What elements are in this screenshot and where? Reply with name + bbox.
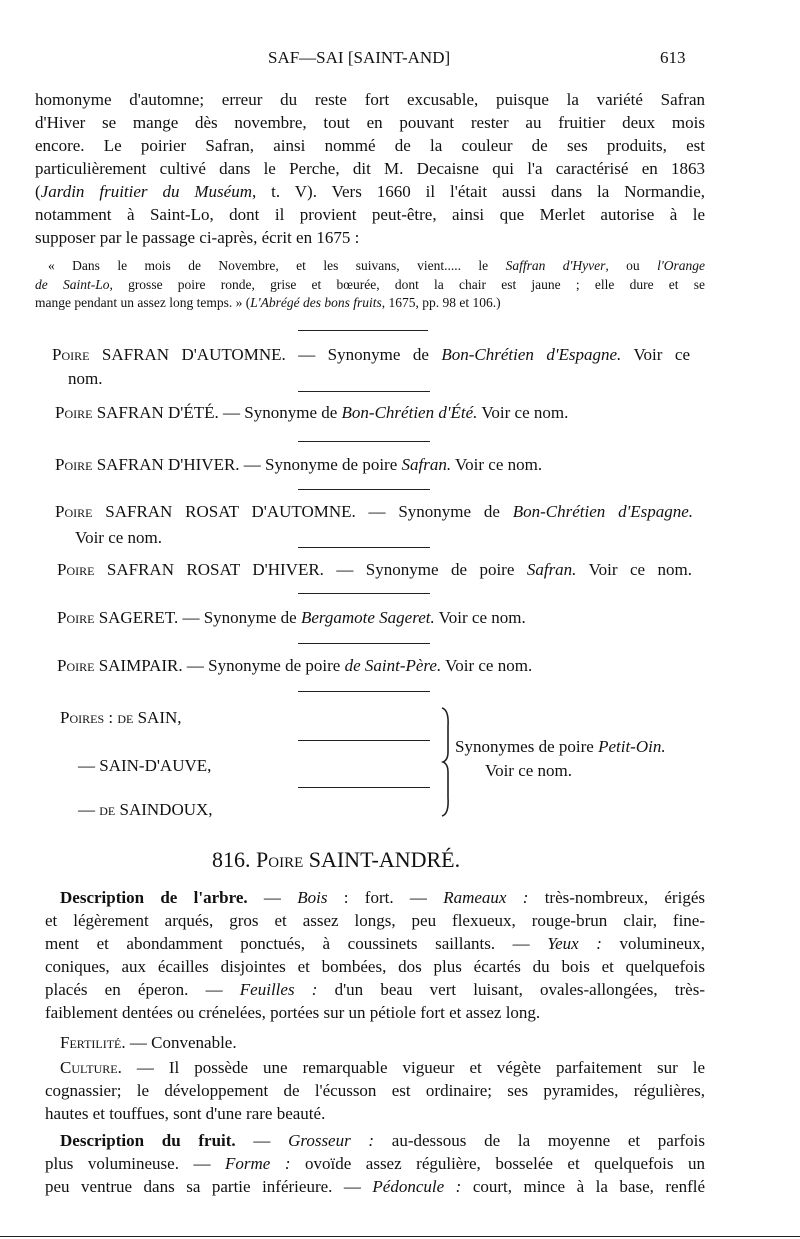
text-segment: SAFRAN ROSAT D'AUTOMNE. — Synonyme de	[92, 502, 513, 521]
italic-text: de Saint-Lo	[35, 277, 110, 292]
text-segment: — SAIN-D'AUVE,	[78, 756, 212, 775]
text-line	[45, 957, 705, 977]
small-caps-text: Poire	[55, 455, 93, 474]
text-segment: Voir ce nom.	[451, 455, 543, 474]
text-segment: ovoïde assez régulière, bosselée et quelquefois un	[290, 1154, 706, 1173]
text-segment: d'un beau vert luisant, ovales-allongées, très-	[317, 980, 705, 999]
italic-text: Feuilles :	[239, 980, 318, 999]
text-segment: Synonymes de poire	[455, 737, 599, 756]
running-title: SAF—SAI [SAINT-AND]	[268, 48, 451, 67]
italic-text: Safran.	[401, 455, 452, 474]
italic-text: Bon-Chrétien d'Été.	[341, 403, 478, 422]
text-segment: coniques, aux écailles disjointes et bombées, dos plus écartés du bois et quelquefois	[45, 957, 705, 976]
bold-heading: Description de l'arbre.	[60, 888, 248, 907]
text-line	[60, 1033, 237, 1053]
text-segment: —	[247, 888, 298, 907]
text-line	[45, 1081, 705, 1101]
text-segment: faiblement dentées ou crénelées, portées sur un pétiole fort et assez long.	[45, 1003, 541, 1022]
text-line	[60, 1131, 705, 1151]
text-line	[60, 1058, 705, 1078]
text-line	[35, 90, 705, 110]
text-segment: mange pendant un assez long temps. » (	[35, 295, 251, 310]
text-segment: —	[235, 1131, 289, 1150]
text-segment: SAINDOUX,	[115, 800, 213, 819]
italic-text: Bois	[297, 888, 328, 907]
text-segment: SAINT-ANDRÉ.	[303, 847, 461, 872]
text-line	[45, 980, 705, 1000]
text-segment: — Il possède une remarquable vigueur et végète parfaitement sur le	[121, 1058, 705, 1077]
separator-rule	[298, 441, 430, 442]
italic-text: Rameaux :	[443, 888, 529, 907]
text-line	[35, 159, 705, 179]
text-line	[45, 1177, 705, 1197]
text-segment: SAFRAN ROSAT D'HIVER. — Synonyme de poire	[94, 560, 527, 579]
italic-text: l'Orange	[657, 258, 706, 273]
italic-text: Bon-Chrétien d'Espagne.	[512, 502, 694, 521]
synonym-entry-line	[68, 369, 102, 389]
small-caps-text: Poire	[52, 345, 90, 364]
text-segment: nom.	[68, 369, 103, 388]
text-segment: supposer par le passage ci-après, écrit en 1675 :	[35, 228, 360, 247]
text-segment: court, mince à la base, renflé	[461, 1177, 706, 1196]
text-segment: volumineux,	[601, 934, 706, 953]
text-segment: particulièrement cultivé dans le Perche, dit M. Decaisne qui l'a caractérisé en 1863	[35, 159, 705, 178]
text-segment: « Dans le mois de Novembre, et les suivans, vient..... le	[48, 258, 506, 273]
text-segment: Voir ce	[621, 345, 690, 364]
text-segment: 816.	[212, 847, 256, 872]
text-segment: encore. Le poirier Safran, ainsi nommé de la couleur de ses produits, est	[35, 136, 705, 155]
separator-rule	[298, 391, 430, 392]
small-caps-text: Poire	[57, 608, 95, 627]
italic-text: Safran.	[526, 560, 577, 579]
separator-rule	[298, 787, 430, 788]
italic-text: Grosseur :	[288, 1131, 375, 1150]
text-segment: SAFRAN D'AUTOMNE. — Synonyme de	[89, 345, 442, 364]
quote-line	[48, 256, 705, 276]
separator-rule	[298, 593, 430, 594]
text-segment: SAIN,	[133, 708, 182, 727]
small-caps-text: de	[99, 800, 116, 819]
small-caps-text: Culture.	[60, 1058, 122, 1077]
text-segment: SAIMPAIR. — Synonyme de poire	[94, 656, 345, 675]
synonym-entry-line	[55, 403, 568, 423]
text-line	[45, 934, 705, 954]
text-segment: Voir ce nom.	[485, 761, 573, 780]
text-line	[60, 888, 705, 908]
text-segment: Voir ce nom.	[441, 656, 533, 675]
text-segment: hautes et touffues, sont d'une rare beauté.	[45, 1104, 326, 1123]
italic-text: Bon-Chrétien d'Espagne.	[441, 345, 622, 364]
text-segment: placés en éperon. —	[45, 980, 240, 999]
text-line	[45, 1003, 540, 1023]
page-bottom-rule	[0, 1236, 800, 1237]
text-segment: notamment à Saint-Lo, dont il provient peut-être, ainsi que Merlet autorise à le	[35, 205, 705, 224]
small-caps-text: Poire	[55, 403, 93, 422]
text-line	[35, 228, 359, 248]
text-segment: homonyme d'automne; erreur du reste fort excusable, puisque la variété Safran	[35, 90, 705, 109]
text-segment: et légèrement arqués, gros et assez longs, peu flexueux, rouge-brun clair, fine-	[45, 911, 705, 930]
page-number: 613	[660, 48, 686, 67]
separator-rule	[298, 330, 428, 331]
text-segment: d'Hiver se mange dès novembre, tout en pouvant rester au fruitier deux mois	[35, 113, 705, 132]
text-segment: SAGERET. — Synonyme de	[94, 608, 301, 627]
synonym-entry-line	[60, 708, 182, 728]
bold-heading: Description du fruit.	[60, 1131, 236, 1150]
synonym-entry-line	[57, 656, 532, 676]
synonym-entry-line	[55, 455, 542, 475]
text-segment: : fort. —	[327, 888, 444, 907]
small-caps-text: Fertilité.	[60, 1033, 126, 1052]
small-caps-text: Poire	[57, 656, 95, 675]
text-segment: cognassier; le développement de l'écusson est ordinaire; ses pyramides, régulières,	[45, 1081, 705, 1100]
small-caps-text: Poire	[256, 847, 304, 872]
italic-text: Bergamote Sageret.	[300, 608, 435, 627]
synonym-entry-line	[57, 560, 692, 580]
text-segment: Voir ce nom.	[576, 560, 692, 579]
separator-rule	[298, 691, 430, 692]
synonym-entry-line	[55, 502, 693, 522]
quote-line	[35, 275, 705, 295]
italic-text: Jardin fruitier du Muséum	[40, 182, 252, 201]
synonym-entry-line	[52, 345, 690, 365]
section-title	[212, 847, 461, 872]
separator-rule	[298, 740, 430, 741]
italic-text: Yeux :	[547, 934, 602, 953]
italic-text: Pédoncule :	[372, 1177, 462, 1196]
text-segment: , grosse poire ronde, grise et bœurée, dont la chair est jaune ; elle dure et se	[109, 277, 705, 292]
text-line	[35, 113, 705, 133]
small-caps-text: Poire	[57, 560, 95, 579]
text-line	[45, 1154, 705, 1174]
text-segment: ment et abondamment ponctués, à coussinets saillants. —	[45, 934, 548, 953]
quote-line	[35, 293, 501, 313]
synonym-entry-line	[455, 737, 666, 757]
italic-text: Forme :	[225, 1154, 291, 1173]
synonym-entry-line	[57, 608, 526, 628]
text-segment: , ou	[605, 258, 658, 273]
italic-text: L'Abrégé des bons fruits	[250, 295, 382, 310]
text-segment: Voir ce nom.	[434, 608, 526, 627]
text-line	[35, 136, 705, 156]
brace-icon	[440, 706, 454, 818]
small-caps-text: Poire	[55, 502, 93, 521]
italic-text: de Saint-Père.	[344, 656, 442, 675]
text-segment: Voir ce nom.	[477, 403, 569, 422]
text-segment: au-dessous de la moyenne et parfois	[374, 1131, 706, 1150]
separator-rule	[298, 547, 430, 548]
text-segment: — Convenable.	[125, 1033, 237, 1052]
synonym-entry-line	[75, 528, 162, 548]
synonym-entry-line	[78, 756, 211, 776]
text-segment: plus volumineuse. —	[45, 1154, 225, 1173]
italic-text: Petit-Oin.	[598, 737, 666, 756]
text-line	[35, 205, 705, 225]
separator-rule	[298, 489, 430, 490]
text-segment: , 1675, pp. 98 et 106.)	[381, 295, 501, 310]
text-line	[35, 182, 705, 202]
synonym-entry-line	[485, 761, 572, 781]
separator-rule	[298, 643, 430, 644]
text-segment: peu ventrue dans sa partie inférieure. —	[45, 1177, 373, 1196]
text-segment: SAFRAN D'HIVER. — Synonyme de poire	[92, 455, 402, 474]
text-line	[45, 1104, 325, 1124]
text-segment: très-nombreux, érigés	[528, 888, 705, 907]
synonym-entry-line	[78, 800, 213, 820]
text-segment: —	[78, 800, 100, 819]
italic-text: Saffran d'Hyver	[505, 258, 606, 273]
text-segment: SAFRAN D'ÉTÉ. — Synonyme de	[92, 403, 342, 422]
text-segment: Voir ce nom.	[75, 528, 163, 547]
text-segment: (	[35, 182, 41, 201]
small-caps-text: Poires : de	[60, 708, 134, 727]
text-segment: , t. V). Vers 1660 il l'était aussi dans la Normandie,	[252, 182, 705, 201]
text-line	[45, 911, 705, 931]
